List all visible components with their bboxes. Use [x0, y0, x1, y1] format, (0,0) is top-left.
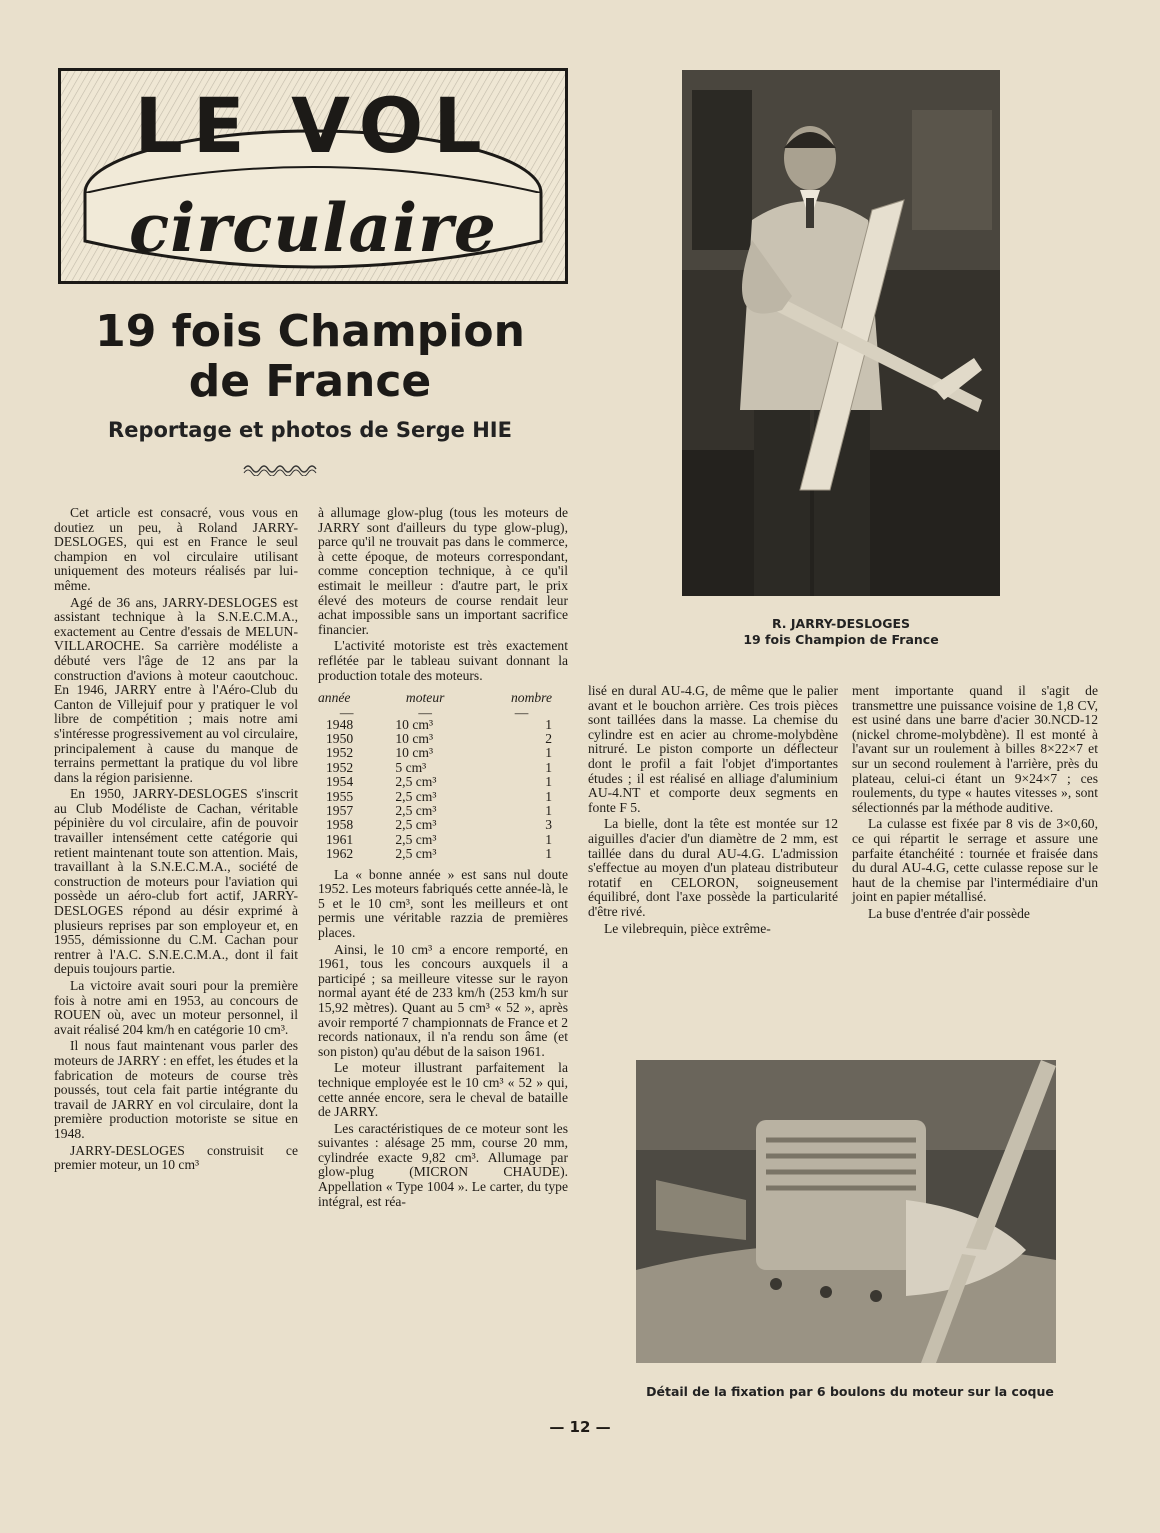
table-row: 1957 2,5 cm³ 1	[326, 802, 552, 818]
caption-name: R. JARRY-DESLOGES	[771, 616, 911, 631]
page-number: — 12 —	[549, 1418, 611, 1436]
table-row: 1952 5 cm³ 1	[326, 759, 552, 775]
table-row: 1952 10 cm³ 1	[326, 745, 552, 761]
paragraph: Les caractéristiques de ce moteur sont les suivantes : alésage 25 mm, course 20 mm, cylindrée exacte 9,82 cm³. Allumage par glow-plug (MICRON CHAUDE). Appellation « Type 1004 ». Le carter, du type intégral, est réa-	[318, 1120, 568, 1209]
paragraph: La victoire avait souri pour la première fois à notre ami en 1953, au concours de ROUEN où, avec un moteur personnel, il avait réalisé 204 km/h en catégorie 10 cm³.	[54, 978, 298, 1037]
paragraph: lisé en dural AU-4.G, de même que le palier avant et le bouchon arrière. Ces trois pièces sont taillées dans la masse. La chemise du cylindre est en acier au chrome-molybdène nitruré. Le piston comporte un déflecteur dont le profil a fait l'objet d'importantes études ; il est réalisé en alliage d'aluminium AU-4.NT et comporte deux segments en fonte F 5.	[588, 683, 838, 815]
table-header-annee: année	[318, 690, 351, 706]
decorative-squiggle	[242, 462, 318, 476]
paragraph: ment importante quand il s'agit de transmettre une puissance voisine de 1,8 CV, est usiné dans une barre d'acier 30.NCD-12 (nickel chrome-molybdène). Il est monté à l'avant sur un roulement à billes 8×22×7 et sur un second roulement à l'arrière, près du plateau, celui-ci étant un 9×24×7 ; ces roulements, du type « hautes vitesses », sont sélectionnés par la méthode auditive.	[852, 683, 1098, 815]
paragraph: La culasse est fixée par 8 vis de 3×0,60, ce qui répartit le serrage et assure une parfaite étanchéité : tournée et fraisée dans du dural AU-4.G, cette culasse repose sur le haut de la chemise par l'intermédiaire d'un joint en papier métallisé.	[852, 816, 1098, 905]
table-row: 1961 2,5 cm³ 1	[326, 831, 552, 847]
paragraph: Agé de 36 ans, JARRY-DESLOGES est assistant technique à la S.N.E.C.M.A., exactement au Centre d'essais de MELUN-VILLAROCHE. Sa carrière modéliste a débuté vers l'âge de 12 ans par la construction d'avions à moteur caoutchouc. En 1946, JARRY entre à l'Aéro-Club du Canton de Villejuif pour y pratiquer le vol libre de compétition ; mais notre ami s'intéresse progressivement au vol circulaire, principalement à cause du manque de terrains permettant la pratique du vol libre dans la région parisienne.	[54, 594, 298, 785]
paragraph: JARRY-DESLOGES construisit ce premier moteur, un 10 cm³	[54, 1142, 298, 1173]
paragraph: Le moteur illustrant parfaitement la technique employée est le 10 cm³ « 52 » qui, cette année encore, sera le cheval de bataille de JARRY.	[318, 1060, 568, 1120]
paragraph: Cet article est consacré, vous vous en doutiez un peu, à Roland JARRY-DESLOGES, qui est en France le seul champion en vol circulaire utilisant uniquement des moteurs réalisés par lui-même.	[54, 505, 298, 593]
byline: Reportage et photos de Serge HIE	[108, 418, 512, 442]
text-column-2	[318, 506, 568, 1211]
table-header-moteur: moteur	[405, 690, 445, 706]
table-row: 1954 2,5 cm³ 1	[326, 774, 552, 790]
paragraph: Ainsi, le 10 cm³ a encore remporté, en 1961, tous les concours auxquels il a participé ; sa meilleure vitesse sur le rayon normal ayant été de 233 km/h (253 km/h sur 15,92 mètres). Quant au 5 cm³ « 52 », après avoir remporté 7 championnats de France et 2 records nationaux, il n'a rendu son âme (et son piston) qu'au début de la saison 1961.	[318, 941, 568, 1059]
photo-engine-detail	[636, 1060, 1056, 1363]
paragraph: Le vilebrequin, pièce extrême-	[604, 920, 771, 936]
paragraph: La « bonne année » est sans nul doute 1952. Les moteurs fabriqués cette année-là, le 5 et le 10 cm³, sont les meilleurs et ont permis une véritable razzia de premières places.	[318, 866, 568, 940]
headline-line-1: 19 fois Champion	[95, 306, 525, 357]
paragraph: La buse d'entrée d'air possède	[868, 905, 1030, 921]
table-header-nombre: nombre	[510, 690, 552, 706]
paragraph: à allumage glow-plug (tous les moteurs de JARRY sont d'ailleurs du type glow-plug), parce qu'il ne trouvait pas dans le commerce, à cette époque, de moteurs correspondant, comme conception technique, à ce qu'il estimait le meilleur : d'autre part, le prix élevé des moteurs de course rendait leur achat impossible sans un important sacrifice financier.	[318, 505, 568, 637]
photo-champion-with-model	[682, 70, 1000, 596]
table-row: 1955 2,5 cm³ 1	[326, 788, 552, 804]
table-row: 1962 2,5 cm³ 1	[326, 846, 552, 862]
paragraph: La bielle, dont la tête est montée sur 12 aiguilles d'acier d'un diamètre de 2 mm, est taillée dans du dural AU-4.G. L'admission s'effectue au moyen d'un plateau distributeur rotatif en CELORON, soigneusement équilibré, dont l'axe possède la particularité d'être rivé.	[588, 816, 838, 919]
text-column-3	[588, 684, 838, 938]
production-table	[318, 691, 568, 861]
headline-line-2: de France	[188, 356, 432, 407]
paragraph: Il nous faut maintenant vous parler des moteurs de JARRY : en effet, les études et la fabrication de moteurs de course très poussés, tout cela fait partie intégrante du travail de JARRY en vol circulaire, dont la première production motoriste se situe en 1948.	[54, 1038, 298, 1141]
banner-title-circulaire: circulaire	[129, 189, 497, 267]
banner-title-le-vol: LE VOL	[134, 81, 492, 170]
title-banner	[58, 68, 568, 284]
caption-title: 19 fois Champion de France	[743, 632, 939, 647]
paragraph: L'activité motoriste est très exactement reflétée par le tableau suivant donnant la production totale des moteurs.	[318, 638, 568, 683]
table-dash-row: — — —	[339, 704, 529, 720]
text-column-4	[852, 684, 1098, 924]
text-column-1	[54, 506, 298, 1175]
table-row: 1950 10 cm³ 2	[326, 730, 552, 746]
photo-1-caption	[682, 616, 1000, 648]
paragraph: En 1950, JARRY-DESLOGES s'inscrit au Club Modéliste de Cachan, véritable pépinière du vol circulaire, afin de pouvoir travailler intensément cette catégorie qui retient maintenant toute son attention. Mais, travaillant à la S.N.E.C.M.A., société de construction de moteurs pour l'aviation qui possède un aéro-club fort actif, JARRY-DESLOGES répond au désir exprimé à plusieurs reprises par son employeur et, en 1955, démissionne du C.M. Cachan pour rentrer à l'A.C. S.N.E.C.M.A., dont il fait depuis toujours partie.	[54, 786, 298, 977]
photo-2-caption: Détail de la fixation par 6 boulons du moteur sur la coque	[646, 1384, 1054, 1399]
table-row: 1958 2,5 cm³ 3	[326, 817, 552, 833]
table-row: 1948 10 cm³ 1	[326, 716, 552, 732]
